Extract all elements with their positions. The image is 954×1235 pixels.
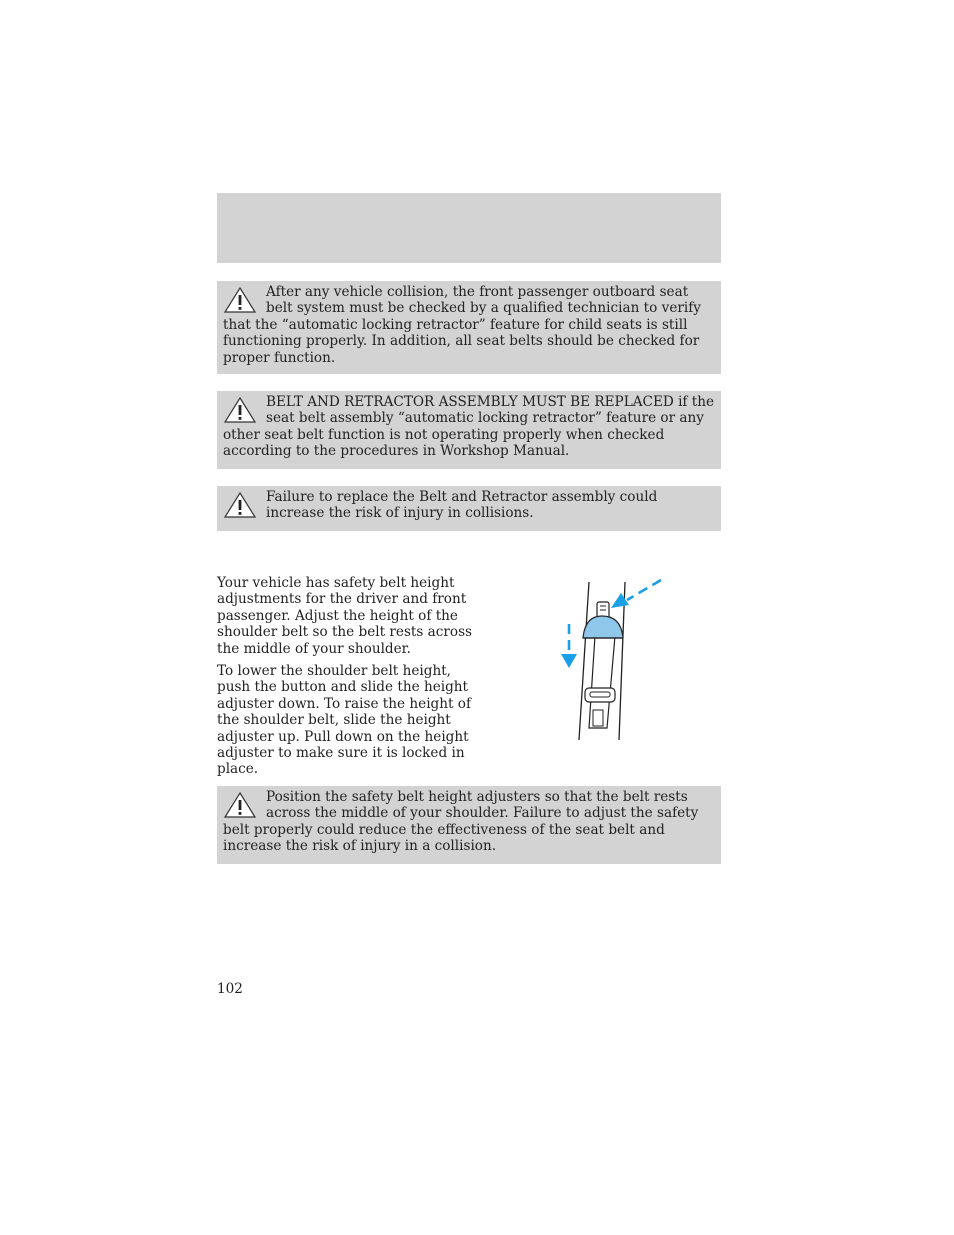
seat-belt-height-adjuster-illustration [555,576,667,744]
paragraph-height-adjustment: Your vehicle has safety belt height adjustments for the driver and front passenger. Adjust the height of the shoulder belt so the belt rests across the middle of your shoulder. [217,575,473,657]
page-number: 102 [217,981,243,997]
warning-box-1 [217,281,721,374]
warning-triangle-icon [223,396,257,424]
warning-triangle-icon [223,286,257,314]
warning-box-2 [217,391,721,469]
paragraph-lower-raise: To lower the shoulder belt height, push the button and slide the height adjuster down. To raise the height of the shoulder belt, slide the height adjuster up. Pull down on the height adjuster to make sure it is locked in place. [217,663,471,778]
warning-box-4 [217,786,721,864]
body-text-column [217,575,475,784]
warning-triangle-icon [223,791,257,819]
warning-text: BELT AND RETRACTOR ASSEMBLY MUST BE REPLACED if the seat belt assembly “automatic locking retractor” feature or any other seat belt function is not operating properly when checked according to the procedures in Workshop Manual. [223,394,715,460]
warning-triangle-icon [223,491,257,519]
warning-text: After any vehicle collision, the front passenger outboard seat belt system must be checked by a qualified technician to verify that the “automatic locking retractor” feature for child seats is still functioning properly. In addition, all seat belts should be checked for proper function. [223,284,701,366]
warning-text: Failure to replace the Belt and Retractor assembly could increase the risk of injury in collisions. [266,489,658,522]
warning-text: Position the safety belt height adjusters so that the belt rests across the middle of your shoulder. Failure to adjust the safety belt properly could reduce the effectiveness of the seat belt and increase the risk of injury in a collision. [223,789,699,855]
warning-box-3 [217,486,721,531]
section-header-band [217,193,721,263]
